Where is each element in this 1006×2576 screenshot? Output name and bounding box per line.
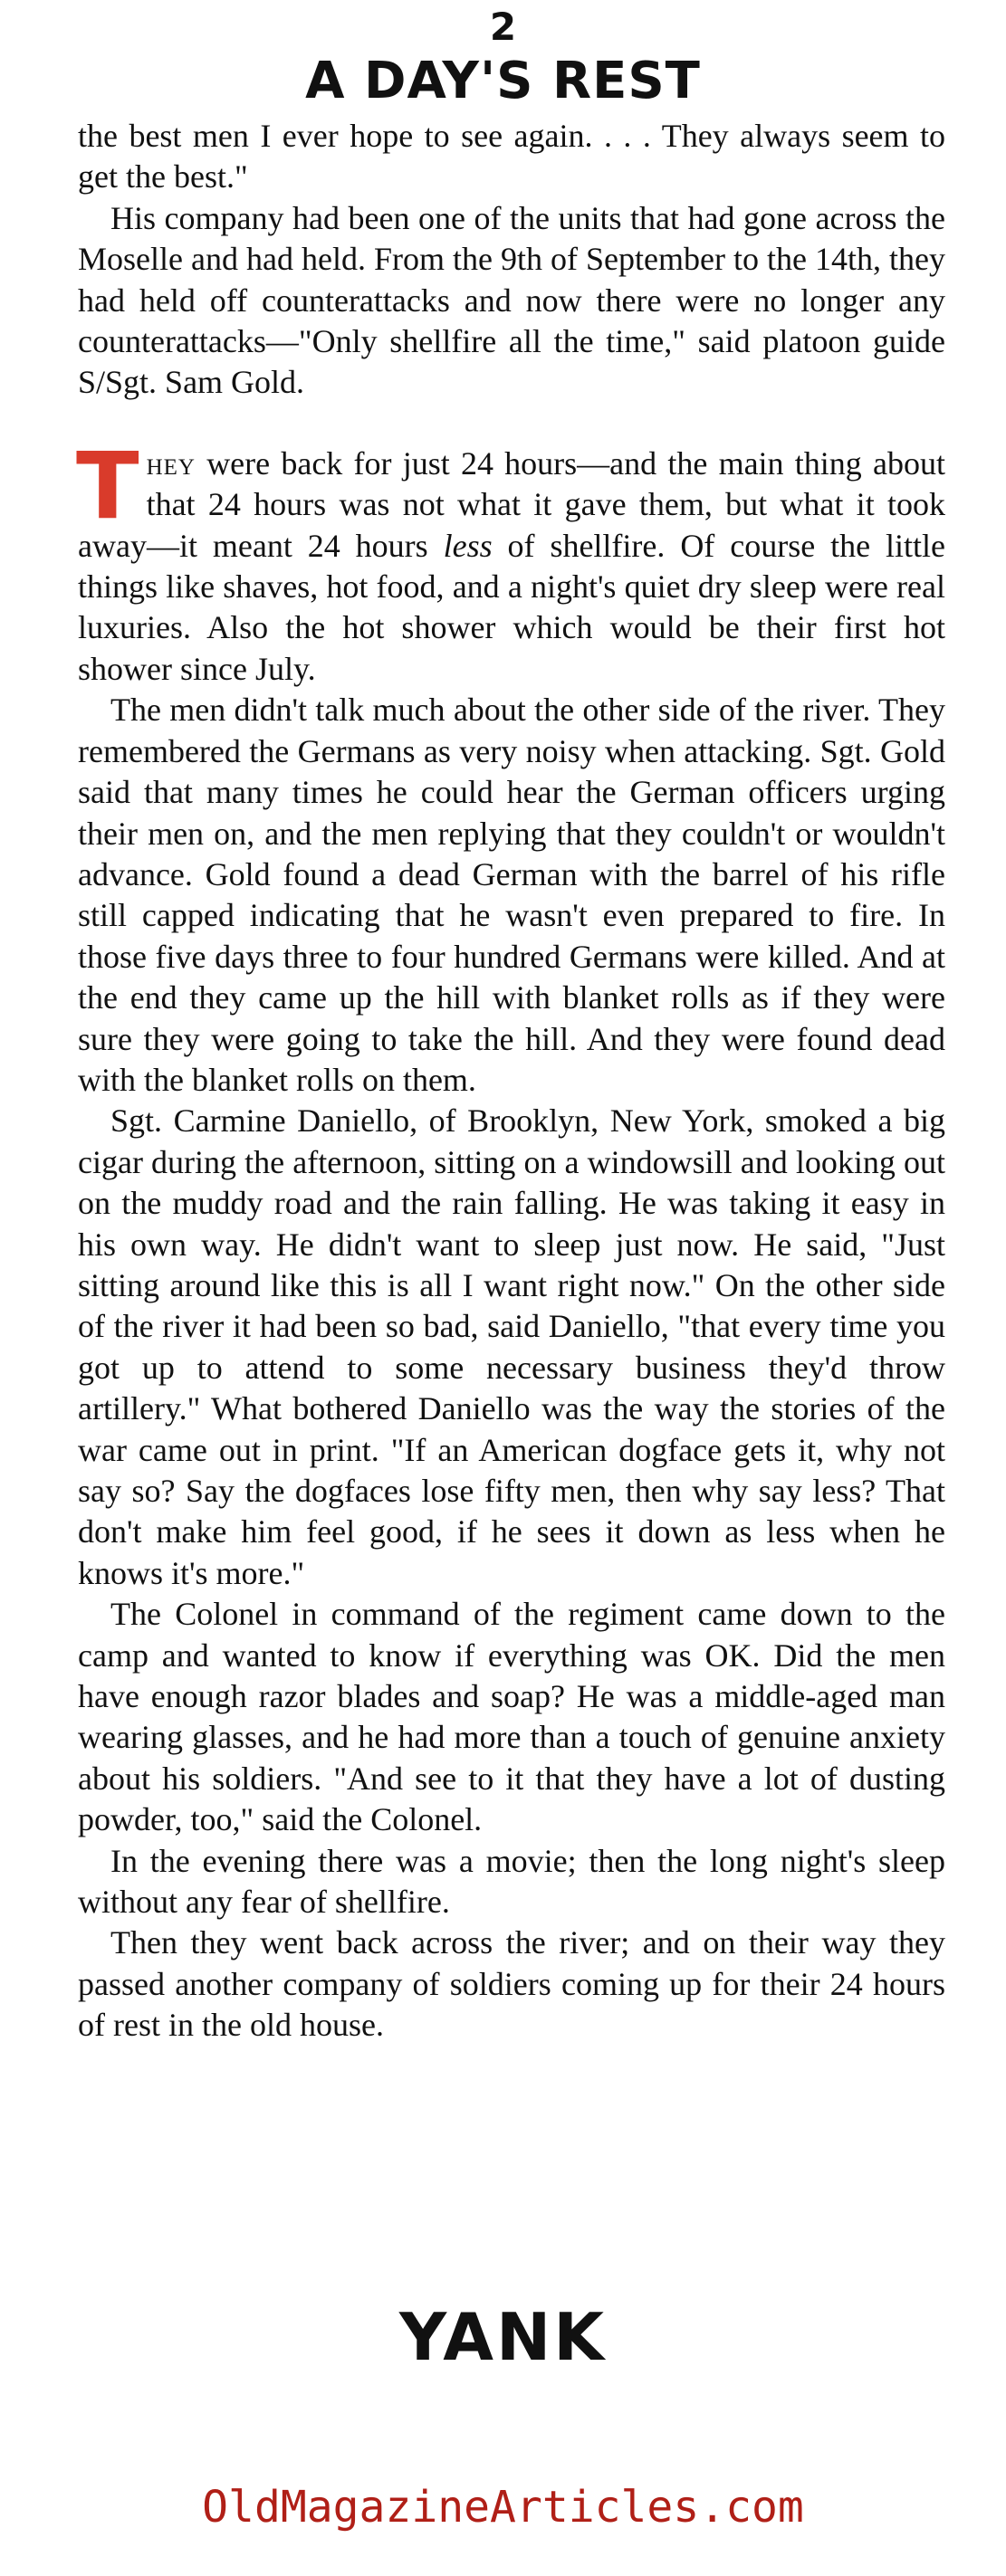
paragraph-1: the best men I ever hope to see again. . . . They always seem to get the best." xyxy=(78,118,945,196)
paragraph-3-text-a: were back for just 24 hours—and the main thing about that 24 hours was not what it gave them, but what it took away—it meant 24 hours xyxy=(78,444,945,564)
paragraph-2: His company had been one of the units that had gone across the Moselle and had held. From the 9th of September to the 14th, they had held off counterattacks and now there were no longer any counterattacks—"Only shellfire all the time," said platoon guide S/Sgt. Sam Gold. xyxy=(78,199,945,401)
yank-masthead: YANK xyxy=(398,2299,608,2375)
article-headline: A DAY'S REST xyxy=(305,52,701,110)
paragraph-6: The Colonel in command of the regiment came down to the camp and wanted to know if everything was OK. Did the men have enough razor blades and soap? He was a middle-aged man wearing glasses, and he had more than a touch of genuine anxiety about his soldiers. "And see to it that they have a lot of dusting powder, too," said the Colonel. xyxy=(78,1596,945,1838)
article-body xyxy=(78,116,945,2046)
paragraph-7: In the evening there was a movie; then the long night's sleep without any fear of shellfire. xyxy=(78,1842,945,1921)
source-footer: OldMagazineArticles.com xyxy=(202,2482,804,2533)
paragraph-3 xyxy=(76,432,945,690)
paragraph-3-text-b: of shellfire. Of course the little things like shaves, hot food, and a night's quiet dry sleep were real luxuries. Also the hot shower which would be their first hot shower since July. xyxy=(78,527,945,687)
lead-in-text: hey xyxy=(146,444,196,482)
page-number: 2 xyxy=(489,5,517,49)
paragraph-8: Then they went back across the river; and on their way they passed another company of soldiers coming up for their 24 hours of rest in the old house. xyxy=(78,1924,945,2044)
drop-cap-letter: T xyxy=(76,432,139,540)
emphasis-text: less xyxy=(443,527,493,564)
paragraph-5: Sgt. Carmine Daniello, of Brooklyn, New York, smoked a big cigar during the afternoon, sitting on a windowsill and looking out on the muddy road and the rain falling. He was taking it easy in his own way. He didn't want to sleep just now. He said, "Just sitting around like this is all I want right now." On the other side of the river it had been so bad, said Daniello, "that every time you got up to attend to some necessary business they'd throw artillery." What bothered Daniello was the way the stories of the war came out in print. "If an American dogface gets it, why not say so? Say the dogfaces lose fifty men, then why say less? That don't make him feel good, if he sees it down as less when he knows it's more." xyxy=(78,1102,945,1591)
paragraph-4: The men didn't talk much about the other side of the river. They remembered the Germans as very noisy when attacking. Sgt. Gold said that many times he could hear the German officers urging their men on, and the men replying that they couldn't or wouldn't advance. Gold found a dead German with the barrel of his rifle still capped indicating that he wasn't even prepared to fire. In those five days three to four hundred Germans were killed. And at the end they came up the hill with blanket rolls as if they were sure they were going to take the hill. And they were found dead with the blanket rolls on them. xyxy=(78,692,945,1098)
